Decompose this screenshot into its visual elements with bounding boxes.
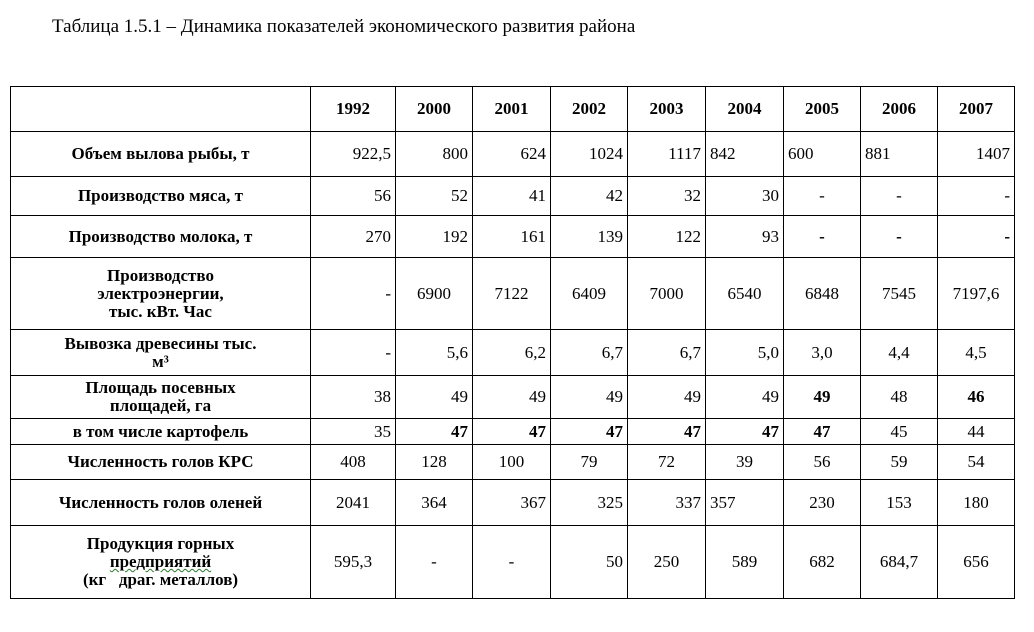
table-cell: 44 xyxy=(938,419,1015,445)
row-label: Численность голов оленей xyxy=(11,480,311,526)
table-cell: 656 xyxy=(938,526,1015,599)
table-row xyxy=(11,216,1015,258)
table-cell: 47 xyxy=(784,419,861,445)
table-row xyxy=(11,330,1015,376)
table-cell: 72 xyxy=(628,445,706,480)
table-cell: 54 xyxy=(938,445,1015,480)
table-cell: 56 xyxy=(311,177,396,216)
table-cell: - xyxy=(938,216,1015,258)
table-cell: 337 xyxy=(628,480,706,526)
table-cell: 2041 xyxy=(311,480,396,526)
table-cell: 38 xyxy=(311,376,396,419)
table-cell: 682 xyxy=(784,526,861,599)
table-cell: 600 xyxy=(784,132,861,177)
economic-indicators-table xyxy=(10,86,1015,599)
table-cell: 47 xyxy=(396,419,473,445)
row-label: Производство молока, т xyxy=(11,216,311,258)
table-cell: 93 xyxy=(706,216,784,258)
table-cell: 881 xyxy=(861,132,938,177)
table-cell: 30 xyxy=(706,177,784,216)
table-cell: 49 xyxy=(473,376,551,419)
row-label: Численность голов КРС xyxy=(11,445,311,480)
table-cell: - xyxy=(311,258,396,330)
table-row xyxy=(11,445,1015,480)
table-cell: 250 xyxy=(628,526,706,599)
table-row xyxy=(11,419,1015,445)
row-label: Производство мяса, т xyxy=(11,177,311,216)
table-cell: 180 xyxy=(938,480,1015,526)
table-cell: 6848 xyxy=(784,258,861,330)
table-cell: 325 xyxy=(551,480,628,526)
table-cell: 364 xyxy=(396,480,473,526)
table-cell: 408 xyxy=(311,445,396,480)
table-cell: 7545 xyxy=(861,258,938,330)
header-corner xyxy=(11,87,311,132)
table-cell: 35 xyxy=(311,419,396,445)
table-caption: Таблица 1.5.1 – Динамика показателей экономического развития района xyxy=(52,16,636,37)
table-row xyxy=(11,526,1015,599)
table-cell: 52 xyxy=(396,177,473,216)
row-label: Вывозка древесины тыс. м³ xyxy=(11,330,311,376)
table-cell: 47 xyxy=(628,419,706,445)
year-header: 2007 xyxy=(938,87,1015,132)
table-cell: 6,2 xyxy=(473,330,551,376)
table-cell: 5,6 xyxy=(396,330,473,376)
table-cell: - xyxy=(861,216,938,258)
table-cell: 6,7 xyxy=(551,330,628,376)
table-cell: 7122 xyxy=(473,258,551,330)
table-cell: 624 xyxy=(473,132,551,177)
table-cell: 47 xyxy=(473,419,551,445)
table-cell: - xyxy=(861,177,938,216)
table-cell: 1024 xyxy=(551,132,628,177)
table-cell: 39 xyxy=(706,445,784,480)
table-cell: 842 xyxy=(706,132,784,177)
table-cell: 589 xyxy=(706,526,784,599)
year-header: 2004 xyxy=(706,87,784,132)
table-cell: 270 xyxy=(311,216,396,258)
table-row xyxy=(11,480,1015,526)
table-cell: 46 xyxy=(938,376,1015,419)
table-cell: 161 xyxy=(473,216,551,258)
table-cell: 7197,6 xyxy=(938,258,1015,330)
table-cell: 49 xyxy=(551,376,628,419)
year-header: 2001 xyxy=(473,87,551,132)
table-cell: 684,7 xyxy=(861,526,938,599)
table-cell: - xyxy=(473,526,551,599)
year-header: 2005 xyxy=(784,87,861,132)
table-cell: 192 xyxy=(396,216,473,258)
table-cell: 367 xyxy=(473,480,551,526)
table-cell: 128 xyxy=(396,445,473,480)
table-cell: 153 xyxy=(861,480,938,526)
table-cell: 922,5 xyxy=(311,132,396,177)
table-cell: 3,0 xyxy=(784,330,861,376)
row-label: Производство электроэнергии, тыс. кВт. Час xyxy=(11,258,311,330)
table-row xyxy=(11,132,1015,177)
table-cell: 79 xyxy=(551,445,628,480)
table-cell: 6540 xyxy=(706,258,784,330)
year-header: 2002 xyxy=(551,87,628,132)
table-cell: 49 xyxy=(784,376,861,419)
table-cell: 6,7 xyxy=(628,330,706,376)
table-cell: 56 xyxy=(784,445,861,480)
table-cell: 139 xyxy=(551,216,628,258)
table-cell: 800 xyxy=(396,132,473,177)
table-cell: 100 xyxy=(473,445,551,480)
table-cell: - xyxy=(396,526,473,599)
table-cell: 49 xyxy=(396,376,473,419)
table-row xyxy=(11,177,1015,216)
table-cell: 59 xyxy=(861,445,938,480)
table-row xyxy=(11,376,1015,419)
table-cell: 42 xyxy=(551,177,628,216)
table-cell: 47 xyxy=(551,419,628,445)
row-label: в том числе картофель xyxy=(11,419,311,445)
table-cell: 357 xyxy=(706,480,784,526)
table-cell: 7000 xyxy=(628,258,706,330)
table-cell: 47 xyxy=(706,419,784,445)
table-cell: 6409 xyxy=(551,258,628,330)
table-cell: 5,0 xyxy=(706,330,784,376)
table-cell: 32 xyxy=(628,177,706,216)
row-label: Объем вылова рыбы, т xyxy=(11,132,311,177)
row-label: Площадь посевных площадей, га xyxy=(11,376,311,419)
row-label: Продукция горных предприятий (кг драг. металлов) xyxy=(11,526,311,599)
table-cell: 41 xyxy=(473,177,551,216)
header-row xyxy=(11,87,1015,132)
table-cell: 49 xyxy=(628,376,706,419)
year-header: 1992 xyxy=(311,87,396,132)
table-cell: - xyxy=(784,177,861,216)
year-header: 2000 xyxy=(396,87,473,132)
table-cell: 48 xyxy=(861,376,938,419)
table-cell: 49 xyxy=(706,376,784,419)
table-cell: - xyxy=(938,177,1015,216)
table-cell: 122 xyxy=(628,216,706,258)
year-header: 2006 xyxy=(861,87,938,132)
table-cell: 50 xyxy=(551,526,628,599)
table-cell: 1407 xyxy=(938,132,1015,177)
table-cell: 595,3 xyxy=(311,526,396,599)
table-cell: 1117 xyxy=(628,132,706,177)
table-cell: 4,5 xyxy=(938,330,1015,376)
table-cell: 6900 xyxy=(396,258,473,330)
table-cell: 4,4 xyxy=(861,330,938,376)
table-cell: 230 xyxy=(784,480,861,526)
table-cell: - xyxy=(784,216,861,258)
table-cell: 45 xyxy=(861,419,938,445)
year-header: 2003 xyxy=(628,87,706,132)
table-row xyxy=(11,258,1015,330)
table-cell: - xyxy=(311,330,396,376)
